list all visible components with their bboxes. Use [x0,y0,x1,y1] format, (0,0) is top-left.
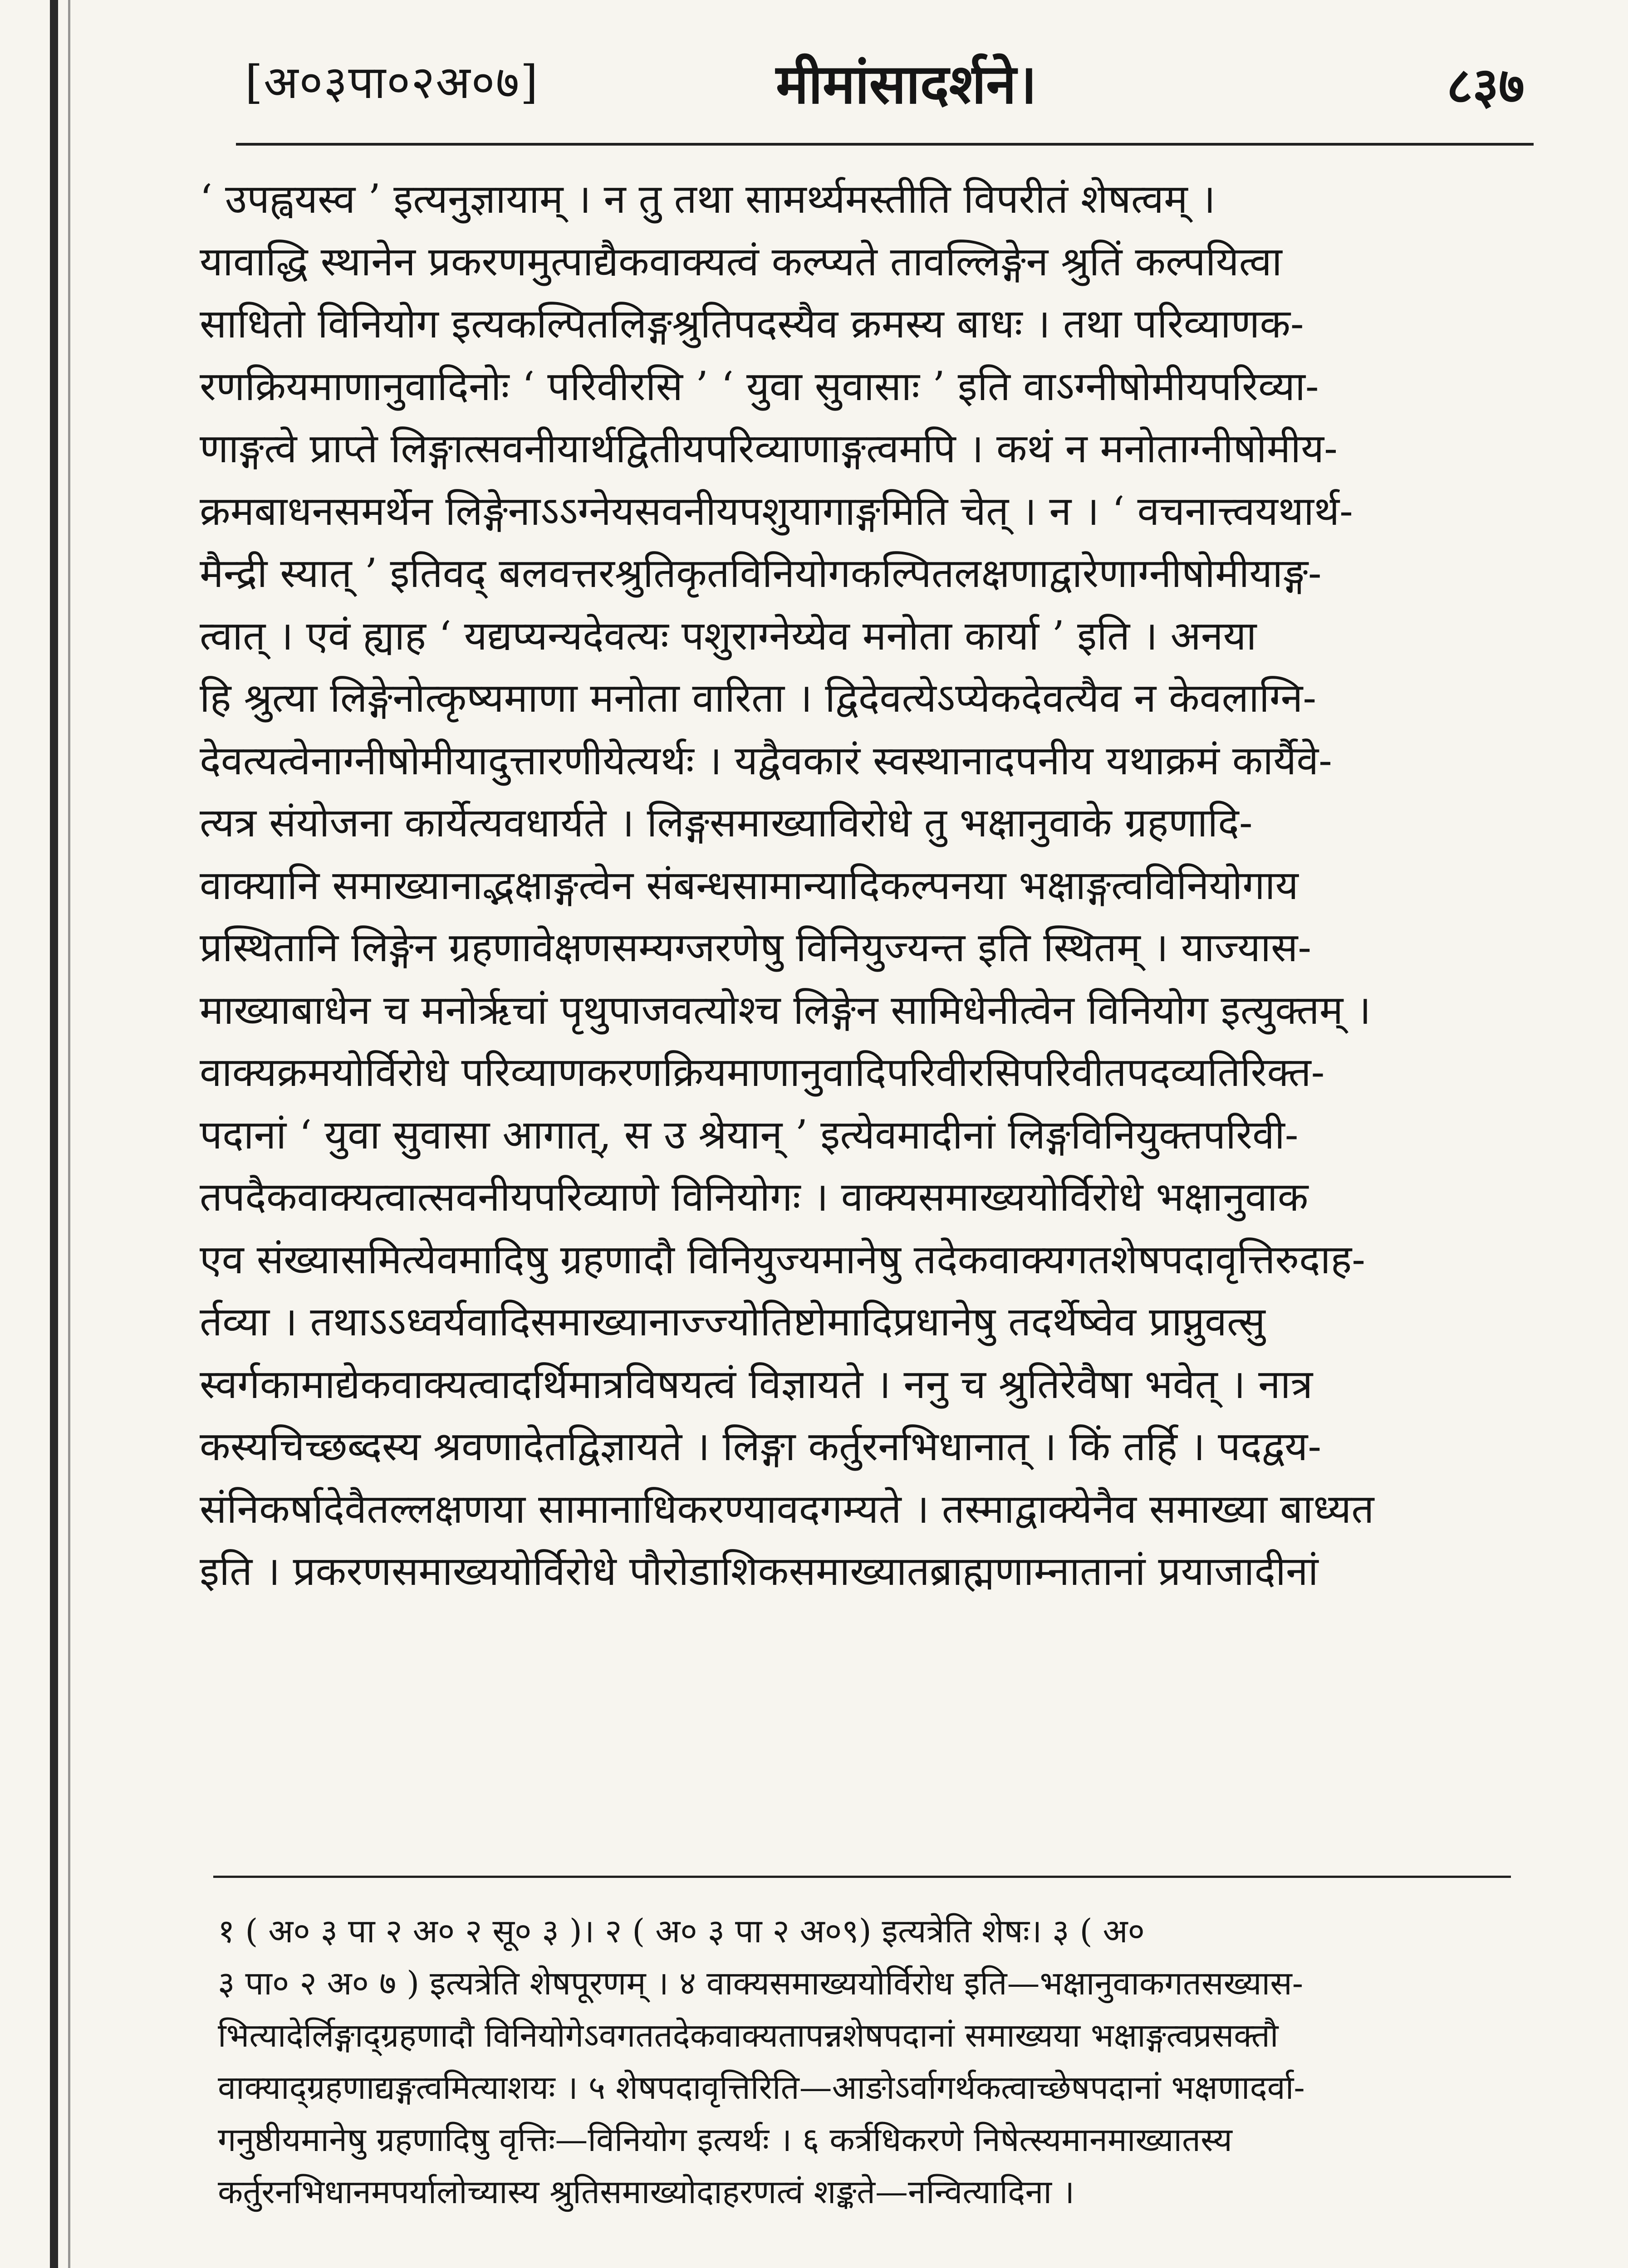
text-line: ‘ उपह्वयस्व ’ इत्यनुज्ञायाम् । न तु तथा सामर्थ्यमस्तीति विपरीतं शेषत्वम् । [200,176,1216,222]
text-line: संनिकर्षादेवैतल्लक्षणया सामानाधिकरण्यावदगम्यते । तस्माद्वाक्येनैव समाख्या बाध्यत [200,1485,1374,1532]
main-text [200,168,1543,1864]
text-line: कस्यचिच्छब्दस्य श्रवणादेतद्विज्ञायते । लिङ्गा कर्तुरनभिधानात् । किं तर्हि । पदद्वय- [200,1423,1322,1470]
text-line: पदानां ‘ युवा सुवासा आगात्, स उ श्रेयान् ’ इत्येवमादीनां लिङ्गविनियुक्तपरिवी- [200,1111,1299,1158]
header-rule [236,143,1534,146]
text-line: मैन्द्री स्यात् ’ इतिवद् बलवत्तरश्रुतिकृतविनियोगकल्पितलक्षणाद्वारेणाग्नीषोमीयाङ्ग- [200,550,1322,596]
footnote-line: वाक्याद्ग्रहणाद्यङ्गत्वमित्याशयः । ५ शेषपदावृत्तिरिति—आङोऽर्वागर्थकत्वाच्छेषपदानां भक्षणादर्वा- [218,2068,1305,2107]
footnote-rule [213,1876,1511,1878]
text-line: त्वात् । एवं ह्याह ‘ यद्यप्यन्यदेवत्यः पशुराग्नेय्येव मनोता कार्या ’ इति । अनया [200,612,1257,659]
footnote-line: कर्तुरनभिधानमपर्यालोच्यास्य श्रुतिसमाख्योदाहरणत्वं शङ्कते—नन्वित्यादिना । [218,2173,1075,2211]
text-line: साधितो विनियोग इत्यकल्पितलिङ्गश्रुतिपदस्यैव क्रमस्य बाधः । तथा परिव्याणक- [200,300,1304,347]
text-line: वाक्यानि समाख्यानाद्भक्षाङ्गत्वेन संबन्धसामान्यादिकल्पनया भक्षाङ्गत्वविनियोगाय [200,861,1299,909]
footnotes [218,1905,1534,2223]
text-line: तपदैकवाक्यत्वात्सवनीयपरिव्याणे विनियोगः । वाक्यसमाख्ययोर्विरोधे भक्षानुवाक [200,1173,1309,1220]
text-line: र्तव्या । तथाऽऽध्वर्यवादिसमाख्यानाज्ज्योतिष्टोमादिप्रधानेषु तदर्थेष्वेव प्राप्नुवत्सु [200,1298,1265,1345]
page-number: ८३७ [1447,56,1525,115]
text-line: देवत्यत्वेनाग्नीषोमीयादुत्तारणीयेत्यर्थः । यद्वैवकारं स्वस्थानादपनीय यथाक्रमं कार्यैवे- [200,737,1332,784]
text-line: एव संख्यासमित्येवमादिषु ग्रहणादौ विनियुज्यमानेषु तदेकवाक्यगतशेषपदावृत्तिरुदाह- [200,1236,1366,1283]
section-reference: [अ०३पा०२अ०७] [245,56,539,109]
text-line: णाङ्गत्वे प्राप्ते लिङ्गात्सवनीयार्थद्वितीयपरिव्याणाङ्गत्वमपि । कथं न मनोताग्नीषोमीय- [200,425,1338,472]
text-line: इति । प्रकरणसमाख्ययोर्विरोधे पौरोडाशिकसमाख्यातब्राह्मणाम्नातानां प्रयाजादीनां [200,1548,1319,1594]
text-line: क्रमबाधनसमर्थेन लिङ्गेनाऽऽग्नेयसवनीयपशुयागाङ्गमिति चेत् । न । ‘ वचनात्त्वयथार्थ- [200,487,1353,534]
text-line: माख्याबाधेन च मनोर्ऋचां पृथुपाजवत्योश्च लिङ्गेन सामिधेनीत्वेन विनियोग इत्युक्तम् । [200,986,1371,1033]
footnote-line: ३ पा० २ अ० ७ ) इत्यत्रेति शेषपूरणम् । ४ वाक्यसमाख्ययोर्विरोध इति—भक्षानुवाकगतसख्यास- [218,1964,1304,2002]
footnote-line: गनुष्ठीयमानेषु ग्रहणादिषु वृत्तिः—विनियोग इत्यर्थः । ६ कर्त्रधिकरणे निषेत्स्यमानमाख्यातस्य [218,2121,1232,2159]
binding-line [68,0,70,2268]
running-title: मीमांसादर्शने। [776,52,1037,116]
text-line: स्वर्गकामाद्येकवाक्यत्वादर्थिमात्रविषयत्वं विज्ञायते । ननु च श्रुतिरेवैषा भवेत् । नात्र [200,1360,1313,1408]
text-line: रणक्रियमाणानुवादिनोः ‘ परिवीरसि ’ ‘ युवा सुवासाः ’ इति वाऽग्नीषोमीयपरिव्या- [200,362,1319,410]
footnote-line: भित्यादेर्लिङ्गाद्ग्रहणादौ विनियोगेऽवगततदेकवाक्यतापन्नशेषपदानां समाख्यया भक्षाङ्गत्वप्रसक्तौ [218,2016,1279,2054]
running-header [245,32,1525,122]
footnote-line: १ ( अ० ३ पा २ अ० २ सू० ३ )। २ ( अ० ३ पा २ अ०९) इत्यत्रेति शेषः। ३ ( अ० [218,1912,1145,1950]
text-line: यावाद्धि स्थानेन प्रकरणमुत्पाद्यैकवाक्यत्वं कल्प्यते तावल्लिङ्गेन श्रुतिं कल्पयित्वा [200,238,1282,285]
binding-edge [50,0,58,2268]
text-line: वाक्यक्रमयोर्विरोधे परिव्याणकरणक्रियमाणानुवादिपरिवीरसिपरिवीतपदव्यतिरिक्त- [200,1049,1325,1095]
text-line: त्यत्र संयोजना कार्येत्यवधार्यते । लिङ्गसमाख्याविरोधे तु भक्षानुवाके ग्रहणादि- [200,799,1253,846]
text-line: प्रस्थितानि लिङ्गेन ग्रहणावेक्षणसम्यग्जरणेषु विनियुज्यन्त इति स्थितम् । याज्यास- [200,924,1312,971]
text-line: हि श्रुत्या लिङ्गेनोत्कृष्यमाणा मनोता वारिता । द्विदेवत्येऽप्येकदेवत्यैव न केवलाग्नि- [200,675,1317,721]
